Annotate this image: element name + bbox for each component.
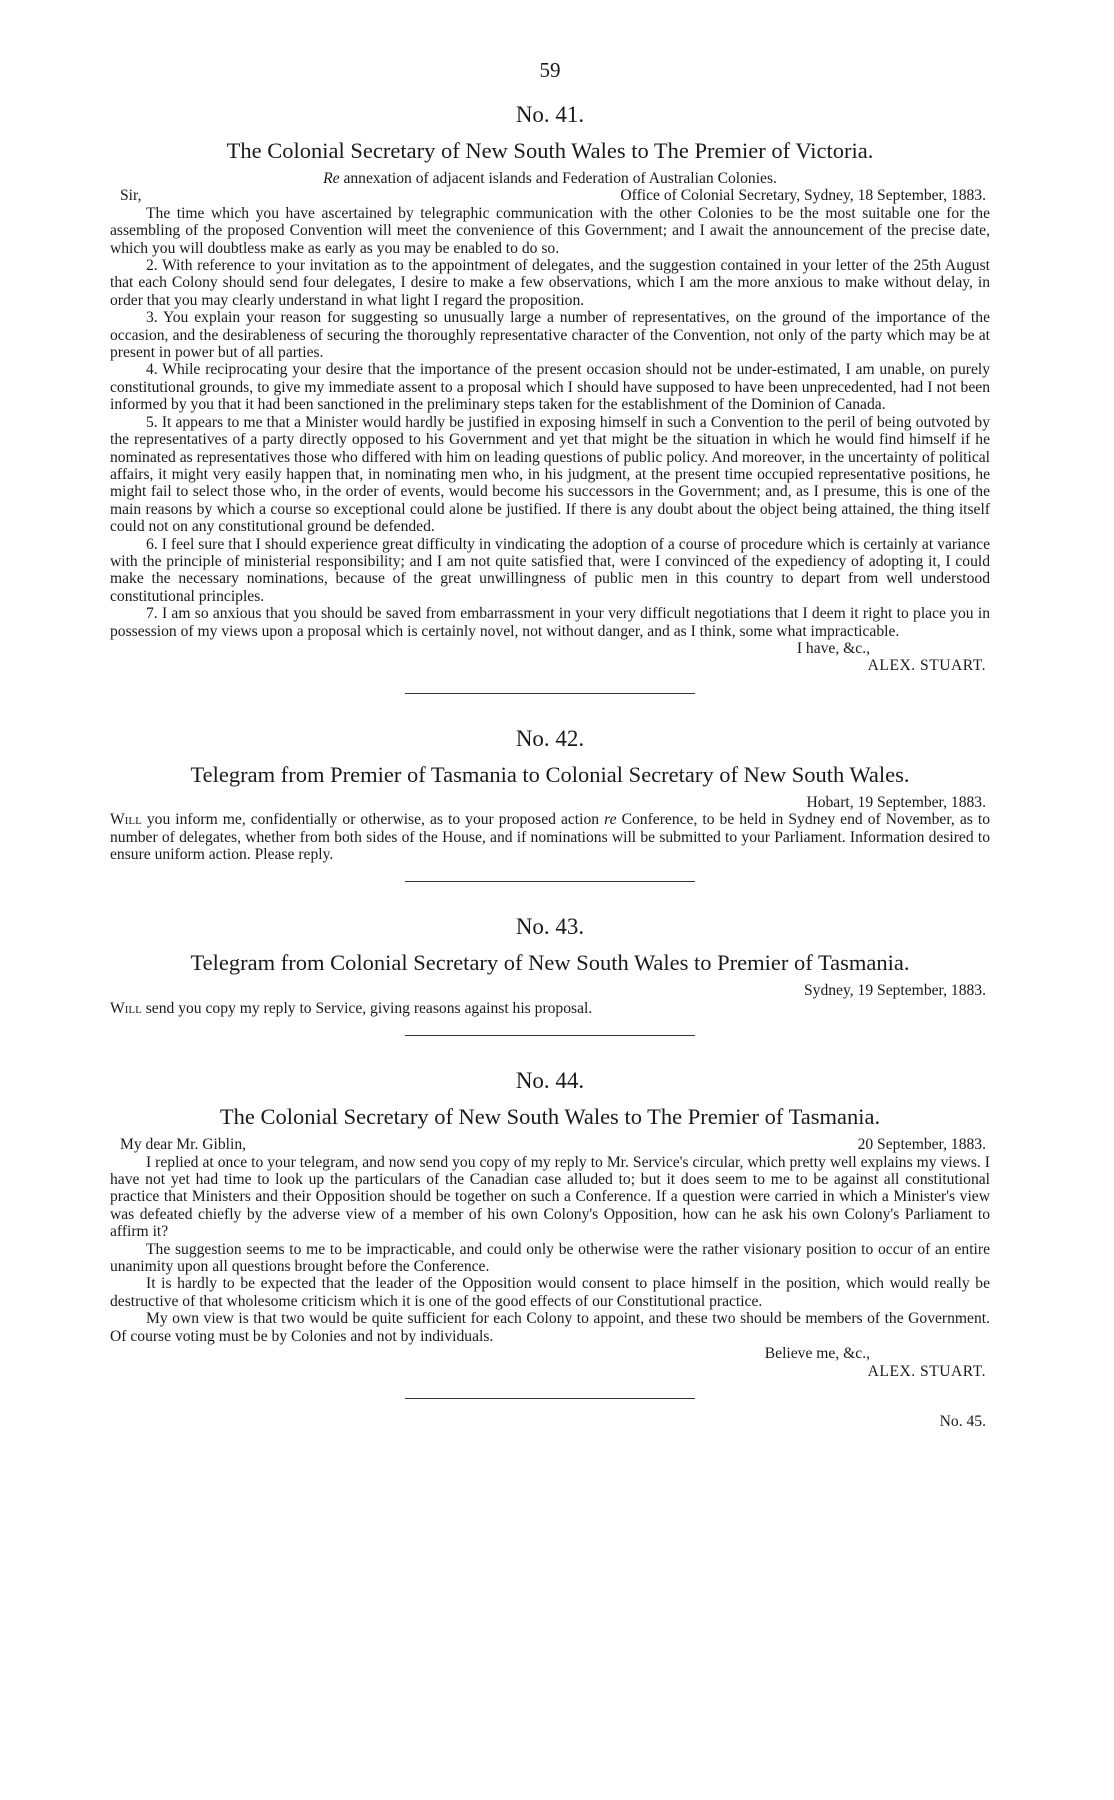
salutation: My dear Mr. Giblin, <box>120 1136 247 1154</box>
paragraph: The time which you have ascertained by telegraphic communication with the other Colonies to be the most suitable one for the assembling of the proposed Convention will meet the convenience of this Government; and I await the announcement of the precise date, which you will doubtless make as early as you may be enabled to do so. <box>110 204 990 257</box>
telegram-re: re <box>604 811 617 829</box>
signature: ALEX. STUART. <box>867 657 986 675</box>
document-41 <box>110 102 990 675</box>
telegram-lead-word: Will <box>110 811 142 829</box>
next-document-reference: No. 45. <box>939 1412 986 1430</box>
document-number: No. 44. <box>515 1068 585 1094</box>
document-42 <box>110 726 990 864</box>
paragraph: 3. You explain your reason for suggesting so unusually large a number of representatives, on the ground of the importance of the occasion, and the desirableness of securing the thoroughly representative character of the Convention, not only of the party which may be at present in power but of all parties. <box>110 309 990 362</box>
document-44 <box>110 1068 990 1380</box>
salutation: Sir, <box>120 187 142 205</box>
signature: ALEX. STUART. <box>867 1362 986 1380</box>
document-title: Telegram from Colonial Secretary of New South Wales to Premier of Tasmania. <box>190 950 910 976</box>
section-divider <box>405 1035 695 1036</box>
paragraph: It is hardly to be expected that the leader of the Opposition would consent to place himself in the position, which would really be destructive of that wholesome criticism which it is one of the good effects of our Constitutional practice. <box>110 1275 990 1310</box>
dateline: Office of Colonial Secretary, Sydney, 18 September, 1883. <box>620 187 986 205</box>
paragraph: I replied at once to your telegram, and now send you copy of my reply to Mr. Service's circular, which pretty well explains my views. I have not yet had time to look up the particulars of the Canadian case alluded to; but it does seem to me to be against all constitutional practice that Ministers and their Opposition should be together on such a Conference. If a question were carried in which a Minister's view was defeated chiefly by the adverse view of a member of his own Colony's Opposition, how can he ask his own Colony's Parliament to affirm it? <box>110 1153 990 1241</box>
page-number: 59 <box>539 58 561 82</box>
document-43 <box>110 914 990 1017</box>
document-title: The Colonial Secretary of New South Wales to The Premier of Victoria. <box>226 138 874 163</box>
subject-line <box>110 170 990 187</box>
document-page <box>110 58 990 1430</box>
dateline: Hobart, 19 September, 1883. <box>806 793 986 811</box>
telegram-text: send you copy my reply to Service, giving reasons against his proposal. <box>145 999 593 1017</box>
telegram-text-1: you inform me, confidentially or otherwise, as to your proposed action <box>146 811 600 829</box>
dateline: Sydney, 19 September, 1883. <box>803 982 986 1000</box>
document-number: No. 41. <box>515 102 585 127</box>
address-row <box>110 187 990 204</box>
telegram-lead-word: Will <box>110 999 142 1017</box>
paragraph: My own view is that two would be quite sufficient for each Colony to appoint, and these two should be members of the Government. Of course voting must be by Colonies and not by individuals. <box>110 1310 990 1345</box>
paragraph: 7. I am so anxious that you should be saved from embarrassment in your very difficult negotiations that I deem it right to place you in possession of my views upon a proposal which is certainly novel, not without danger, and as I think, some what impracticable. <box>110 605 990 640</box>
closing: Believe me, &c., <box>764 1345 870 1363</box>
subject-re: Re <box>323 170 340 187</box>
document-title: The Colonial Secretary of New South Wales to The Premier of Tasmania. <box>219 1104 881 1130</box>
section-divider <box>405 693 695 694</box>
telegram-body <box>110 1000 990 1017</box>
document-number: No. 42. <box>515 725 585 751</box>
telegram-text-2: Conference, to be held in Sydney end of November, as to number of delegates, whether from both sides of the House, and if nominations will be submitted to your Parliament. Information desired to ensure uniform action. Please reply. <box>110 811 991 863</box>
paragraph: The suggestion seems to me to be impracticable, and could only be otherwise were the rather visionary position to occur of an entire unanimity upon all questions brought before the Conference. <box>110 1240 990 1276</box>
telegram-body <box>110 811 990 863</box>
paragraph: 4. While reciprocating your desire that the importance of the present occasion should not be under-estimated, I am unable, on purely constitutional grounds, to give my immediate assent to a proposal which I should have supposed to have been unprecedented, had I not been informed by you that it had been sanctioned in the preliminary steps taken for the establishment of the Dominion of Canada. <box>110 361 990 414</box>
dateline: 20 September, 1883. <box>857 1136 986 1154</box>
closing: I have, &c., <box>796 639 870 657</box>
document-title: Telegram from Premier of Tasmania to Colonial Secretary of New South Wales. <box>190 761 910 787</box>
section-divider <box>405 1398 695 1399</box>
paragraph: 2. With reference to your invitation as to the appointment of delegates, and the suggestion contained in your letter of the 25th August that each Colony should send four delegates, I desire to make a few observations, which I am the more anxious to make without delay, in order that you may clearly understand in what light I regard the proposition. <box>110 257 990 309</box>
paragraph: 5. It appears to me that a Minister would hardly be justified in exposing himself in such a Convention to the peril of being outvoted by the representatives of a party directly opposed to his Government and yet that might be the situation in which he would find himself if he nominated as representatives those who differed with him on leading questions of public policy. And moreover, in the uncertainty of political affairs, it might very easily happen that, in nominating men who, in his judgment, at the present time occupied representative positions, he might fail to select those who, in the order of events, would become his successors in the Government; and, as I presume, this is one of the main reasons by which a course so exceptional could alone be justified. If there is any doubt about the object being attained, the thing itself could not on any constitutional ground be defended. <box>110 413 990 536</box>
subject-text: annexation of adjacent islands and Federation of Australian Colonies. <box>343 170 777 187</box>
paragraph: 6. I feel sure that I should experience great difficulty in vindicating the adoption of a course of procedure which is certainly at variance with the principle of ministerial responsibility; and I am not quite satisfied that, were I convinced of the expediency of adopting it, I could make the necessary nominations, because of the great unwillingness of public men in this country to depart from well understood constitutional principles. <box>110 535 990 605</box>
section-divider <box>405 881 695 882</box>
document-number: No. 43. <box>515 914 585 940</box>
address-row <box>110 1136 990 1153</box>
